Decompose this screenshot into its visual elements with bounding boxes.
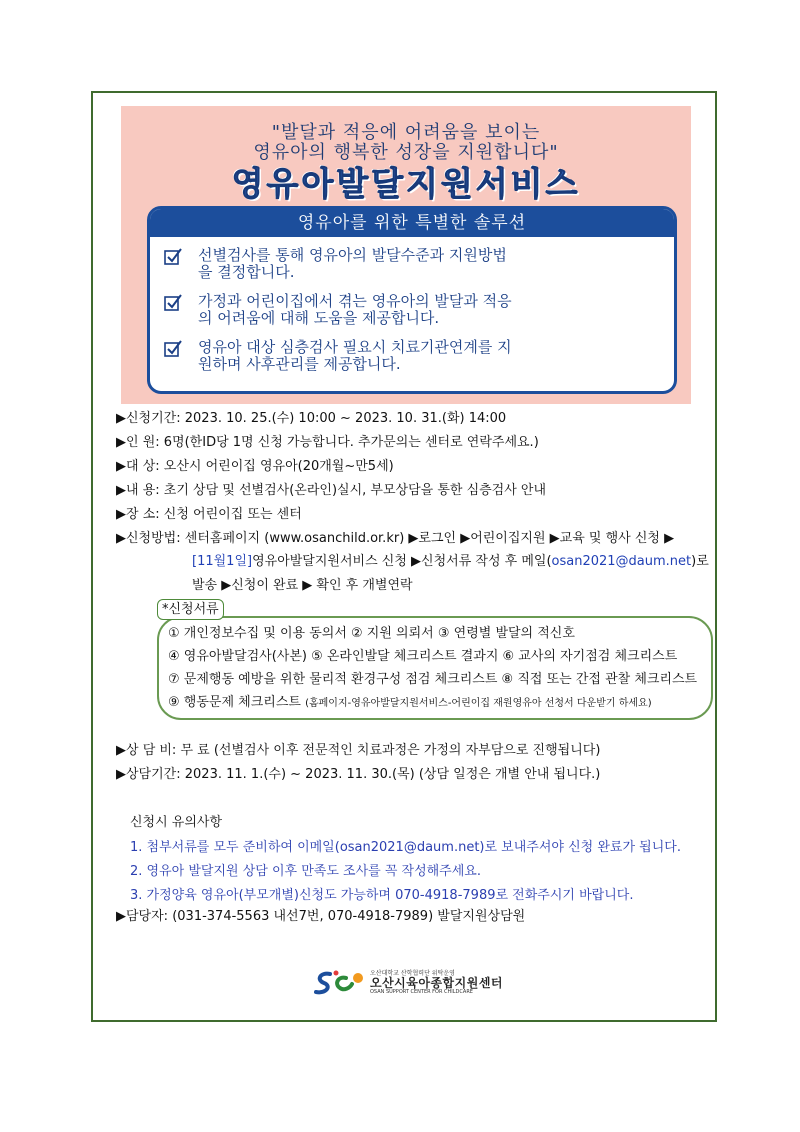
info-period [116, 410, 506, 428]
logo-mark-icon [312, 968, 366, 998]
solution-item [164, 293, 664, 327]
documents-tag: *신청서류 [157, 599, 224, 620]
info-place [116, 506, 302, 524]
info-label: ▶장 소: [116, 507, 160, 522]
document-line: ① 개인정보수집 및 이용 동의서 ② 지원 의뢰서 ③ 연령별 발달의 적신호 [168, 626, 575, 641]
document-line: ④ 영유아발달검사(사본) ⑤ 온라인발달 체크리스트 결과지 ⑥ 교사의 자기점검 체크리스트 [168, 649, 678, 664]
info-label: ▶담당자: [116, 909, 169, 924]
notice-item: 1. 첨부서류를 모두 준비하여 이메일(osan2021@daum.net)로 보내주셔야 신청 완료가 됩니다. [130, 840, 681, 855]
info-target [116, 458, 394, 476]
info-people [116, 434, 539, 452]
solution-item-line2: 을 결정합니다. [198, 263, 295, 281]
info-method [116, 530, 674, 548]
info-value: 6명(한ID당 1명 신청 가능합니다. 추가문의는 센터로 연락주세요.) [163, 435, 539, 450]
document-line: ⑦ 문제행동 예방을 위한 물리적 환경구성 점검 체크리스트 ⑧ 직접 또는 간접 관찰 체크리스트 [168, 672, 698, 687]
info-label: ▶내 용: [116, 483, 160, 498]
info-value: 신청 어린이집 또는 센터 [163, 507, 302, 522]
center-logo [312, 968, 512, 998]
document-item: ⑨ 행동문제 체크리스트 [168, 695, 306, 710]
info-label: ▶상 담 비: [116, 743, 177, 758]
email-link[interactable]: osan2021@daum.net [551, 554, 692, 569]
notice-item: 3. 가정양육 영유아(부모개별)신청도 가능하며 070-4918-7989로 전화주시기 바랍니다. [130, 888, 634, 903]
logo-name: 오산시육아종합지원센터 [370, 976, 504, 990]
method-text: 영유아발달지원서비스 신청 ▶신청서류 작성 후 메일( [252, 554, 552, 569]
date-tag: [11월1일] [192, 554, 253, 569]
info-label: ▶신청방법: [116, 531, 181, 546]
notice-item: 2. 영유아 발달지원 상담 이후 만족도 조사를 꼭 작성해주세요. [130, 864, 481, 879]
info-content [116, 482, 546, 500]
logo-subtitle: 오산대학교 산학협력단 위탁운영 [370, 970, 455, 977]
info-value: 2023. 10. 25.(수) 10:00 ~ 2023. 10. 31.(화) 14:00 [184, 411, 507, 426]
info-value: (031-374-5563 내선7번, 070-4918-7989) 발달지원상담원 [172, 909, 526, 924]
info-contact [116, 908, 525, 926]
solution-item-line1: 가정과 어린이집에서 겪는 영유아의 발달과 적응 [198, 292, 512, 310]
slogan-line-1: "발달과 적응에 어려움을 보이는 [271, 122, 541, 143]
info-value: 2023. 11. 1.(수) ~ 2023. 11. 30.(목) (상담 일정은 개별 안내 됩니다.) [184, 767, 601, 782]
checkbox-icon [164, 248, 182, 266]
info-value: 무 료 (선별검사 이후 전문적인 치료과정은 가정의 자부담으로 진행됩니다) [180, 743, 601, 758]
method-text-end: )로 [691, 554, 709, 569]
info-value: 오산시 어린이집 영유아(20개월~만5세) [163, 459, 394, 474]
info-fee [116, 742, 600, 760]
info-value: 센터홈페이지 (www.osanchild.or.kr) ▶로그인 ▶어린이집지원 ▶교육 및 행사 신청 ▶ [184, 531, 675, 546]
info-value: 초기 상담 및 선별검사(온라인)실시, 부모상담을 통한 심층검사 안내 [163, 483, 547, 498]
notice-title: 신청시 유의사항 [130, 815, 223, 830]
solution-item-line1: 영유아 대상 심층검사 필요시 치료기관연계를 지 [198, 338, 512, 356]
solution-item [164, 339, 664, 373]
info-method-line3: 발송 ▶신청이 완료 ▶ 확인 후 개별연락 [192, 578, 413, 593]
document-note: (홈페이지-영유아발달지원서비스-어린이집 재원영유아 선청서 다운받기 하세요) [305, 698, 652, 709]
info-method-line2 [192, 553, 709, 571]
checkbox-icon [164, 340, 182, 358]
info-consult-period [116, 766, 600, 784]
info-label: ▶인 원: [116, 435, 160, 450]
info-label: ▶신청기간: [116, 411, 181, 426]
solution-item-line2: 원하며 사후관리를 제공합니다. [198, 355, 401, 373]
solution-heading: 영유아를 위한 특별한 솔루션 [150, 209, 674, 237]
checkbox-icon [164, 294, 182, 312]
document-line-9 [168, 694, 652, 713]
slogan-line-2: 영유아의 행복한 성장을 지원합니다" [253, 142, 559, 163]
header-banner [121, 106, 691, 404]
logo-english: OSAN SUPPORT CENTER FOR CHILDCARE [370, 989, 473, 995]
solution-item-line1: 선별검사를 통해 영유아의 발달수준과 지원방법 [198, 246, 507, 264]
solution-box [147, 206, 677, 394]
solution-item-line2: 의 어려움에 대해 도움을 제공합니다. [198, 309, 440, 327]
solution-item [164, 247, 664, 281]
info-label: ▶대 상: [116, 459, 160, 474]
service-title: 영유아발달지원서비스 [231, 164, 581, 203]
info-label: ▶상담기간: [116, 767, 181, 782]
